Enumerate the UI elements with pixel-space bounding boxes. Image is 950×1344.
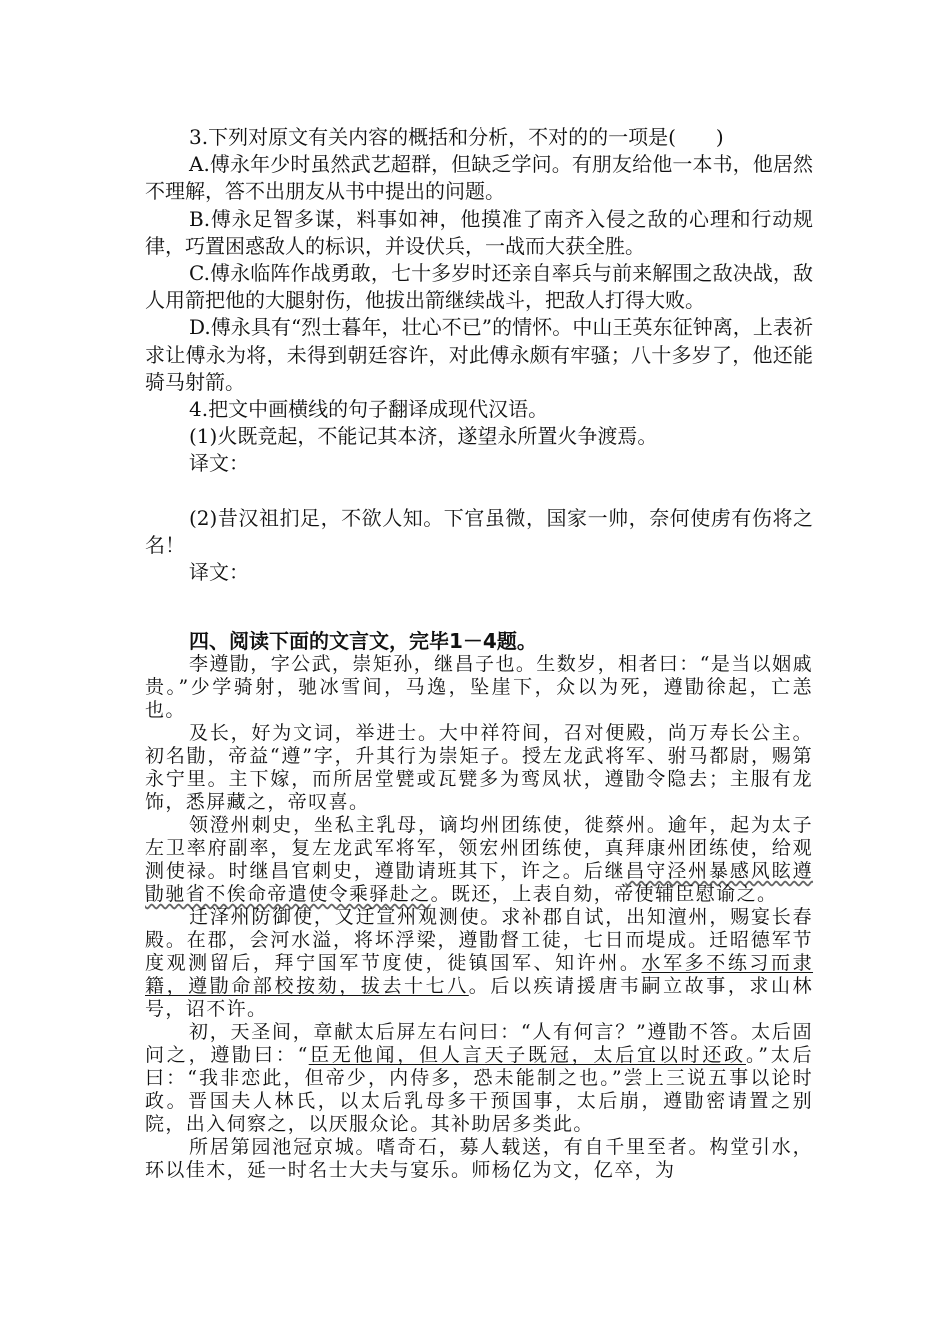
blank-line [145,478,813,505]
question-block [145,124,813,586]
translation-label-1: 译文： [189,451,249,476]
question-4-sentence-1: (1)火既竞起，不能记其本济，遂望永所置火争渡焉。 [189,424,658,449]
paragraph-4-text-start: 迁泽州防御使，又迁宣州观测使。求补郡自试，出知澶州，赐宴长春殿。在郡，会河水溢，将坏浮梁，遵勖督工徒，七日而堤成。迁昭德军节度观测留后，拜宁国军节度使，徙镇国军、知许州。 [145,906,813,974]
paragraph-3-text-end: 。既还，上表自劾，帝使辅臣慰谕之。 [430,883,778,905]
passage-paragraph-5 [145,1021,813,1136]
paragraph-4-text-end: 。后以疾请援唐韦嗣立故事，求山林号，诏不许。 [145,975,813,1020]
passage-paragraph-3 [145,814,813,906]
passage-paragraph-4 [145,906,813,1021]
section-heading: 四、阅读下面的文言文，完毕1－4题。 [189,629,537,653]
section-heading-block [145,628,813,655]
passage-paragraph-2: 及长，好为文词，举进士。大中祥符间，召对便殿，尚万寿长公主。初名勖，帝益“遵”字，升其行为崇矩子。授左龙武将军、驸马都尉，赐第永宁里。主下嫁，而所居堂甓或瓦甓多为鸾凤状，遵勖令隐去；主服有龙饰，悉屏藏之，帝叹喜。 [145,722,813,813]
paragraph-5-text-end: 。”太后曰：“我非恋此，但帝少，内侍多，恐未能制之也。”尝上三说五事以论时政。晋国夫人林氏，以太后乳母多干预国事，太后崩，遵勖密请置之别院，出入伺察之，以厌服众论。其补助居多类此。 [145,1044,813,1135]
question-3-stem: 3.下列对原文有关内容的概括和分析，不对的的一项是( ) [189,125,724,149]
option-a: A.傅永年少时虽然武艺超群，但缺乏学问。有朋友给他一本书，他居然不理解，答不出朋友从书中提出的问题。 [145,152,813,204]
question-4-sentence-2: (2)昔汉祖扪足，不欲人知。下官虽微，国家一帅，奈何使虏有伤将之名！ [145,505,813,557]
paragraph-5-text-start: 初，天圣间，章献太后屏左右问曰：“人有何言？”遵勖不答。太后固问之，遵勖曰：“ [145,1021,813,1066]
translation-label-2: 译文： [189,560,249,585]
passage-paragraph-1: 李遵勖，字公武，崇矩孙，继昌子也。生数岁，相者曰：“是当以姻戚贵。”少学骑射，驰冰雪间，马逸，坠崖下，众以为死，遵勖徐起，亡恙也。 [145,653,813,721]
option-b: B.傅永足智多谋，料事如神，他摸准了南齐入侵之敌的心理和行动规律，巧置困惑敌人的标识，并设伏兵，一战而大获全胜。 [145,206,813,258]
underlined-sentence-2: 臣无他闻，但人言天子既冠，太后宜以时还政 [308,1044,746,1066]
paragraph-3-text-start: 领澄州刺史，坐私主乳母，谪均州团练使，徙蔡州。逾年，起为太子左卫率府副率，复左龙武军将军，领宏州团练使，真拜康州团练使，给观测使禄。时继昌官刺史，遵勖请班其下，许之。后继 [145,814,813,882]
classical-passage [145,653,813,1182]
wavy-underlined-sentence: 昌守泾州暴感风眩遵勖驰省不俟命帝遣使令乘驿赴之 [145,860,814,905]
option-d: D.傅永具有“烈士暮年，壮心不已”的情怀。中山王英东征钟离，上表祈求让傅永为将，未得到朝廷容许，对此傅永颇有牢骚；八十多岁了，他还能骑马射箭。 [145,315,813,394]
question-4-stem: 4.把文中画横线的句子翻译成现代汉语。 [189,397,549,422]
option-c: C.傅永临阵作战勇敢，七十多岁时还亲自率兵与前来解围之敌决战，敌人用箭把他的大腿射伤，他拔出箭继续战斗，把敌人打得大败。 [145,261,813,313]
passage-paragraph-6: 所居第园池冠京城。嗜奇石，募人载送，有自千里至者。构堂引水，环以佳木，延一时名士大夫与宴乐。师杨亿为文，亿卒，为 [145,1136,813,1181]
underlined-sentence-1: 水军多不练习而隶籍，遵勖命部校按劾，拔去十七八 [145,952,814,997]
